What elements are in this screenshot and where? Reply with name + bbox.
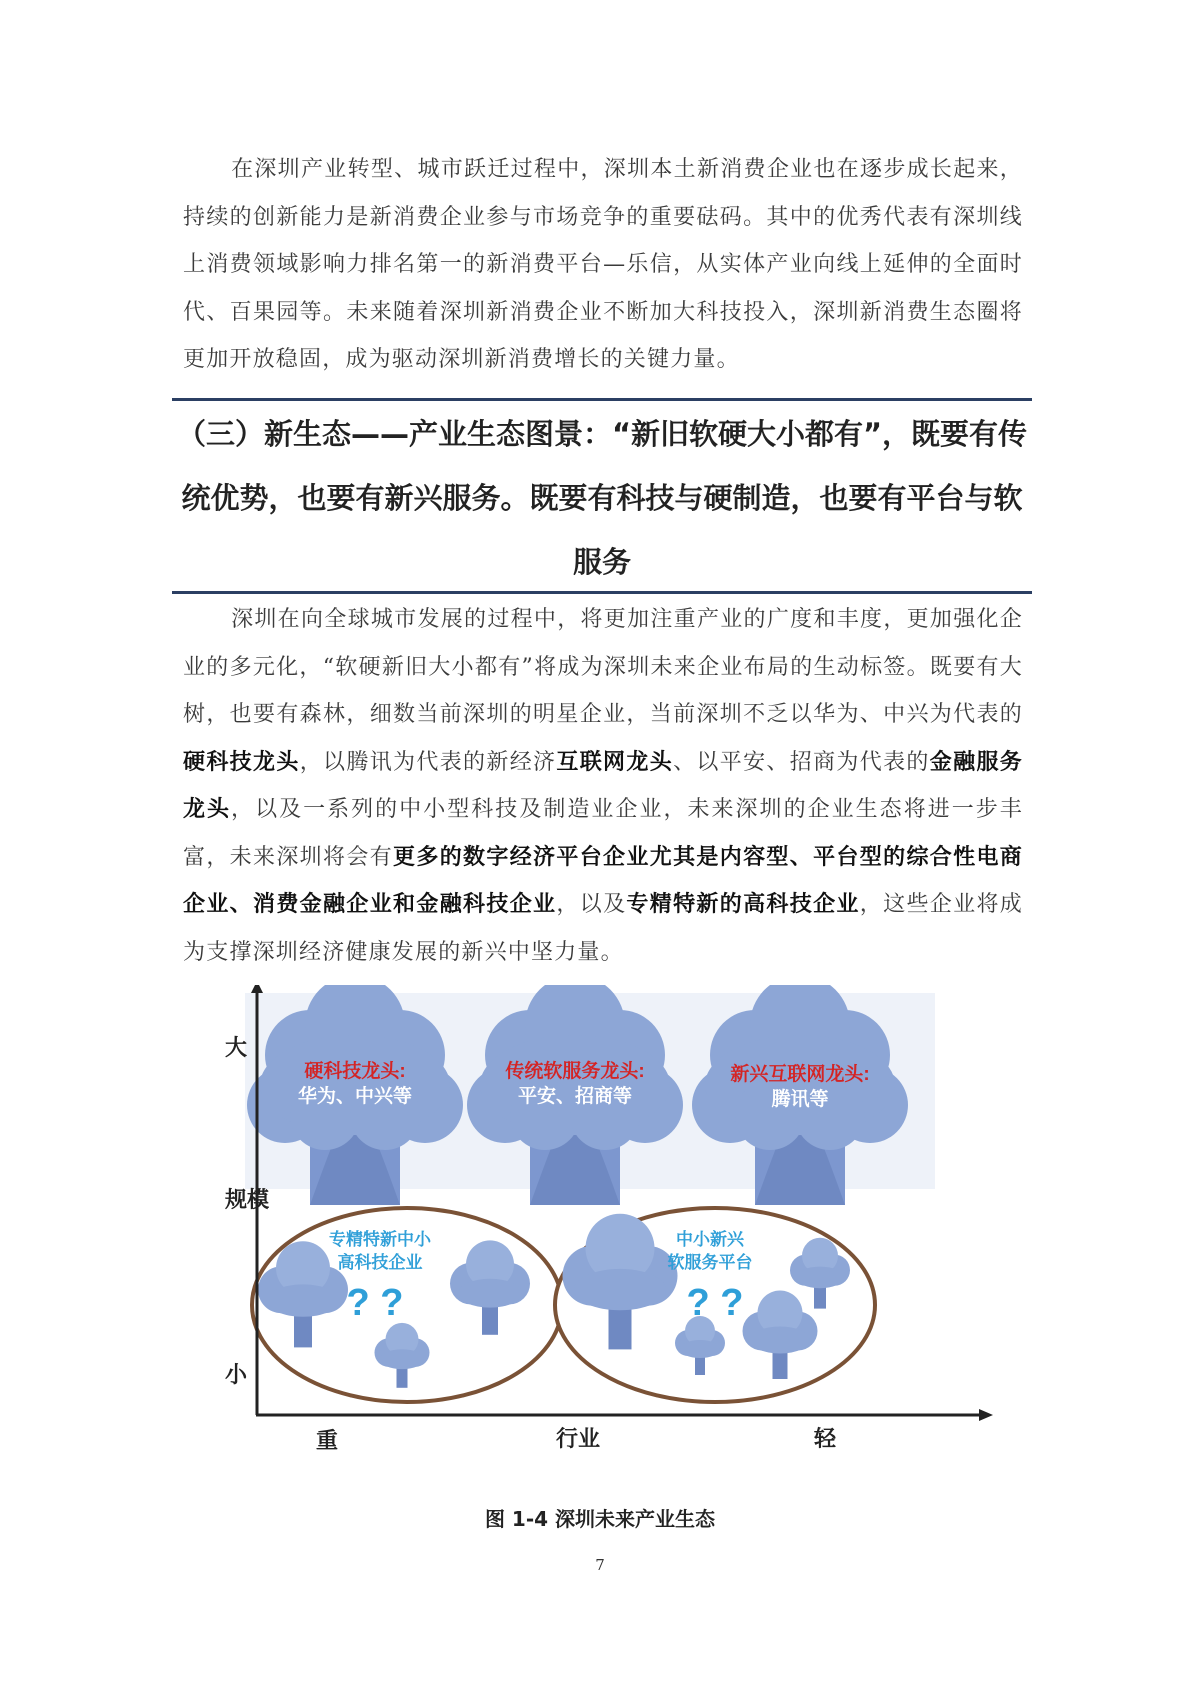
x-axis-label-middle: 行业	[555, 1426, 601, 1451]
group-high-tech-line2: 高科技企业	[337, 1253, 423, 1272]
tree-hard-tech-subtitle: 华为、中兴等	[297, 1086, 413, 1107]
group-high-tech-marks: ? ?	[346, 1282, 404, 1324]
emphasis-finance: 金融服务龙头	[183, 748, 1023, 822]
group-soft-service-marks: ? ?	[686, 1282, 744, 1324]
section-heading: （三）新生态——产业生态图景：“新旧软硬大小都有”，既要有传统优势，也要有新兴服务。既要有科技与硬制造，也要有平台与软服务	[176, 417, 1028, 579]
tree-internet-title: 新兴互联网龙头:	[730, 1064, 870, 1085]
group-high-tech-line1: 专精特新中小	[329, 1230, 431, 1249]
emphasis-hard-tech: 硬科技龙头	[183, 748, 300, 775]
emphasis-internet: 互联网龙头	[556, 748, 674, 775]
paragraph-ecosystem: 深圳在向全球城市发展的过程中，将更加注重产业的广度和丰度，更加强化企业的多元化，“软硬新旧大小都有”将成为深圳未来企业布局的生动标签。既要有大树，也要有森林，细数当前深圳的明星企业，当前深圳不乏以华为、中兴为代表的硬科技龙头，以腾讯为代表的新经济互联网龙头、以平安、招商为代表的金融服务龙头，以及一系列的中小型科技及制造业企业，未来深圳的企业生态将进一步丰富，未来深圳将会有更多的数字经济平台企业尤其是内容型、平台型的综合性电商企业、消费金融企业和金融科技企业，以及专精特新的高科技企业，这些企业将成为支撑深圳经济健康发展的新兴中坚力量。	[183, 607, 1023, 965]
emphasis-high-tech: 专精特新的高科技企业	[626, 891, 860, 917]
group-soft-service-line1: 中小新兴	[676, 1230, 744, 1249]
y-axis-label-middle-text: 规模	[225, 1187, 270, 1212]
tree-soft-service-title: 传统软服务龙头:	[505, 1061, 645, 1082]
tree-internet-subtitle: 腾讯等	[771, 1089, 829, 1110]
industry-ecosystem-figure	[215, 985, 995, 1455]
tree-hard-tech-title: 硬科技龙头:	[304, 1061, 406, 1082]
group-soft-service-line2: 软服务平台	[667, 1253, 753, 1272]
y-axis-label-top: 大	[225, 1035, 248, 1060]
paragraph-intro: 在深圳产业转型、城市跃迁过程中，深圳本土新消费企业也在逐步成长起来，持续的创新能力是新消费企业参与市场竞争的重要砝码。其中的优秀代表有深圳线上消费领域影响力排名第一的新消费平台—乐信，从实体产业向线上延伸的全面时代、百果园等。未来随着深圳新消费企业不断加大科技投入，深圳新消费生态圈将更加开放稳固，成为驱动深圳新消费增长的关键力量。	[183, 157, 1023, 372]
heading-bottom-rule	[172, 591, 1032, 594]
tree-soft-service-subtitle: 平安、招商等	[517, 1086, 633, 1107]
figure-caption: 图 1-4 深圳未来产业生态	[484, 1507, 716, 1531]
y-axis-arrow-icon	[251, 985, 263, 993]
x-axis-label-left: 重	[315, 1428, 339, 1453]
page-number: 7	[595, 1556, 605, 1574]
heading-top-rule	[172, 398, 1032, 401]
emphasis-platforms: 更多的数字经济平台企业尤其是内容型、平台型的综合性电商企业、消费金融企业和金融科技企业	[183, 843, 1023, 917]
y-axis-label-bottom: 小	[225, 1362, 248, 1387]
x-axis-label-right: 轻	[813, 1426, 837, 1451]
x-axis-arrow-icon	[979, 1409, 993, 1421]
y-axis-label-middle	[225, 1187, 270, 1212]
